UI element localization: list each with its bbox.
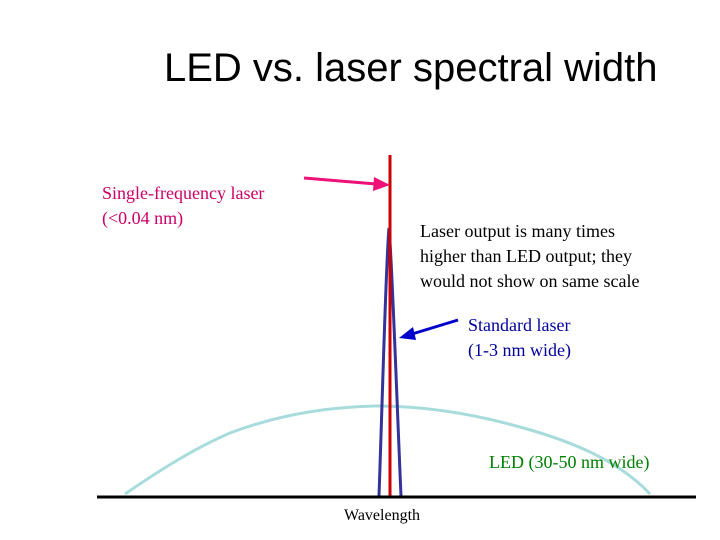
scale-note: [420, 219, 639, 294]
standard-laser-label: [468, 313, 571, 363]
single-frequency-arrow: [304, 177, 390, 191]
wavelength-axis-label: Wavelength: [344, 507, 421, 524]
single-frequency-label-line1: Single-frequency laser: [102, 183, 265, 203]
scale-note-line2: higher than LED output; they: [420, 246, 632, 266]
scale-note-line3: would not show on same scale: [420, 271, 640, 291]
slide-title: LED vs. laser spectral width: [164, 46, 658, 90]
single-frequency-label-line2: (<0.04 nm): [102, 208, 184, 228]
standard-laser-label-line1: Standard laser: [468, 315, 571, 335]
standard-laser-arrow: [399, 320, 458, 340]
standard-laser-label-line2: (1-3 nm wide): [468, 340, 571, 360]
scale-note-line1: Laser output is many times: [420, 221, 615, 241]
led-label: LED (30-50 nm wide): [489, 452, 650, 472]
single-frequency-label: [102, 181, 264, 231]
